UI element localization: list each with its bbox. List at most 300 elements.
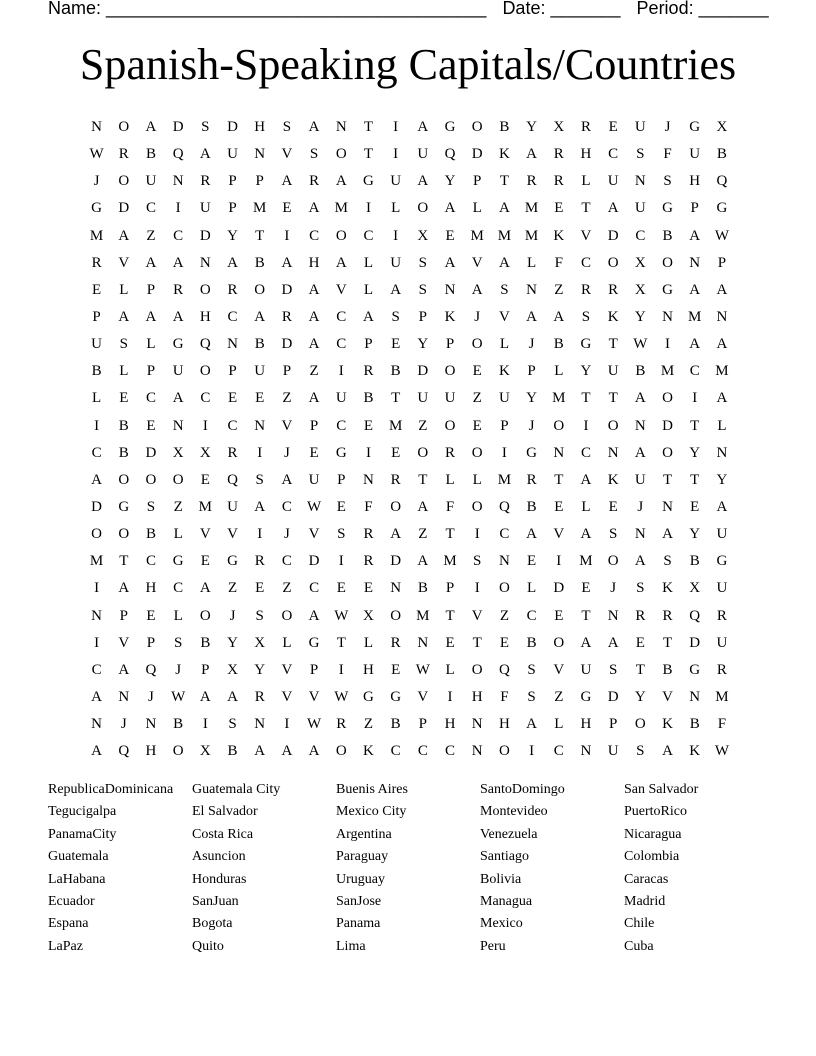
grid-letter: O xyxy=(199,607,211,624)
grid-letter: D xyxy=(281,336,293,353)
grid-letter: E xyxy=(146,607,156,624)
grid-letter: Z xyxy=(363,716,374,733)
grid-letter: N xyxy=(118,689,130,706)
grid-letter: F xyxy=(500,689,509,706)
grid-letter: C xyxy=(390,743,401,760)
word-list-item: Santiago xyxy=(480,849,529,865)
word-list-item: Cuba xyxy=(624,938,654,954)
grid-letter: Y xyxy=(526,119,538,136)
grid-letter: B xyxy=(662,661,673,678)
grid-letter: I xyxy=(692,390,698,407)
grid-letter: Y xyxy=(580,363,592,380)
grid-letter: O xyxy=(498,580,510,597)
grid-letter: D xyxy=(199,227,211,244)
grid-letter: A xyxy=(363,309,374,326)
grid-letter: S xyxy=(636,743,645,760)
word-list-item: Argentina xyxy=(336,826,392,842)
grid-letter: N xyxy=(91,607,103,624)
grid-letter: E xyxy=(391,336,401,353)
grid-letter: Y xyxy=(526,390,538,407)
grid-letter: R xyxy=(200,173,211,190)
grid-letter: I xyxy=(284,716,290,733)
grid-letter: U xyxy=(444,390,456,407)
grid-letter: S xyxy=(473,553,482,570)
grid-letter: B xyxy=(390,363,401,380)
grid-letter: T xyxy=(472,634,482,651)
grid-letter: P xyxy=(527,363,536,380)
grid-letter: A xyxy=(580,526,592,543)
grid-letter: I xyxy=(94,417,100,434)
grid-letter: C xyxy=(309,580,320,597)
grid-letter: E xyxy=(309,444,319,461)
grid-letter: W xyxy=(307,716,322,733)
grid-letter: N xyxy=(254,417,266,434)
grid-letter: I xyxy=(175,200,181,217)
grid-letter: H xyxy=(580,716,592,733)
grid-letter: L xyxy=(554,716,564,733)
grid-letter: M xyxy=(497,227,512,244)
grid-letter: C xyxy=(635,227,646,244)
grid-letter: M xyxy=(89,227,104,244)
grid-letter: O xyxy=(662,390,673,407)
grid-letter: A xyxy=(281,743,293,760)
grid-letter: O xyxy=(662,254,673,271)
grid-letter: W xyxy=(714,743,729,760)
grid-letter: G xyxy=(689,119,701,136)
header-fields xyxy=(48,0,769,19)
grid-letter: H xyxy=(145,743,157,760)
grid-letter: D xyxy=(145,444,157,461)
grid-letter: L xyxy=(363,281,374,298)
grid-letter: B xyxy=(635,363,646,380)
grid-letter: S xyxy=(636,146,645,163)
grid-letter: O xyxy=(199,363,211,380)
grid-letter: U xyxy=(634,200,646,217)
grid-letter: P xyxy=(309,417,319,434)
word-list-item: PanamaCity xyxy=(48,826,117,842)
grid-letter: W xyxy=(415,661,430,678)
grid-letter: V xyxy=(118,634,130,651)
grid-letter: S xyxy=(663,553,672,570)
grid-letter: U xyxy=(634,471,646,488)
grid-letter: E xyxy=(635,634,645,651)
grid-letter: U xyxy=(716,580,728,597)
name-field[interactable]: Name: ______________________________________ xyxy=(48,0,487,18)
grid-letter: L xyxy=(472,471,482,488)
grid-letter: S xyxy=(309,146,319,163)
grid-letter: R xyxy=(363,526,374,543)
grid-letter: N xyxy=(634,173,646,190)
grid-letter: Q xyxy=(172,146,184,163)
grid-letter: M xyxy=(388,417,403,434)
grid-letter: R xyxy=(363,363,374,380)
grid-letter: P xyxy=(418,309,428,326)
grid-letter: A xyxy=(526,526,538,543)
grid-letter: O xyxy=(281,607,293,624)
grid-letter: S xyxy=(173,634,183,651)
grid-letter: Z xyxy=(309,363,319,380)
grid-letter: S xyxy=(282,119,292,136)
grid-letter: A xyxy=(689,336,701,353)
grid-letter: D xyxy=(118,200,130,217)
grid-letter: A xyxy=(145,119,157,136)
grid-letter: E xyxy=(527,553,537,570)
grid-letter: Y xyxy=(634,689,646,706)
grid-letter: B xyxy=(173,716,184,733)
grid-letter: A xyxy=(254,743,266,760)
grid-letter: A xyxy=(526,146,538,163)
grid-letter: U xyxy=(227,146,238,163)
grid-letter: D xyxy=(607,227,619,244)
grid-letter: L xyxy=(717,417,727,434)
grid-letter: J xyxy=(283,526,290,543)
grid-letter: A xyxy=(118,309,130,326)
grid-letter: I xyxy=(94,580,100,597)
grid-letter: P xyxy=(228,173,237,190)
grid-letter: M xyxy=(198,499,213,516)
grid-letter: U xyxy=(498,390,510,407)
grid-letter: U xyxy=(227,499,238,516)
grid-letter: H xyxy=(145,580,157,597)
grid-letter: B xyxy=(363,390,374,407)
grid-letter: L xyxy=(527,254,537,271)
grid-letter: A xyxy=(607,200,619,217)
word-list-item: SanJuan xyxy=(192,893,239,909)
grid-letter: R xyxy=(526,173,537,190)
grid-letter: P xyxy=(201,661,210,678)
grid-letter: S xyxy=(663,173,672,190)
grid-letter: C xyxy=(499,526,510,543)
grid-letter: L xyxy=(499,336,509,353)
grid-letter: A xyxy=(227,689,238,706)
grid-letter: A xyxy=(634,444,646,461)
grid-letter: W xyxy=(714,227,729,244)
grid-letter: N xyxy=(172,173,184,190)
grid-letter: A xyxy=(444,200,456,217)
grid-letter: N xyxy=(634,526,646,543)
grid-letter: U xyxy=(172,363,184,380)
grid-letter: E xyxy=(608,499,618,516)
grid-letter: B xyxy=(689,553,700,570)
grid-letter: E xyxy=(445,634,455,651)
grid-letter: J xyxy=(148,689,154,706)
grid-letter: I xyxy=(257,526,263,543)
grid-letter: Q xyxy=(145,661,157,678)
grid-letter: C xyxy=(417,743,428,760)
grid-letter: I xyxy=(556,553,562,570)
grid-letter: C xyxy=(227,309,238,326)
grid-letter: B xyxy=(145,526,156,543)
grid-letter: L xyxy=(173,607,183,624)
grid-letter: U xyxy=(254,363,266,380)
grid-letter: X xyxy=(199,444,211,461)
grid-letter: Y xyxy=(444,173,456,190)
grid-letter: H xyxy=(471,689,483,706)
grid-letter: M xyxy=(443,553,457,570)
grid-letter: Z xyxy=(418,417,428,434)
grid-letter: U xyxy=(91,336,103,353)
grid-letter: N xyxy=(145,716,157,733)
grid-letter: H xyxy=(363,661,374,678)
grid-letter: X xyxy=(254,634,266,651)
word-list-item: Espana xyxy=(48,916,89,932)
grid-letter: G xyxy=(580,336,592,353)
grid-letter: I xyxy=(202,716,208,733)
grid-letter: B xyxy=(254,254,265,271)
grid-letter: E xyxy=(554,607,564,624)
grid-letter: J xyxy=(664,119,671,136)
grid-letter: Z xyxy=(282,390,292,407)
grid-letter: P xyxy=(282,363,292,380)
grid-letter: H xyxy=(254,119,266,136)
grid-letter: C xyxy=(145,553,156,570)
grid-letter: C xyxy=(363,227,374,244)
grid-letter: T xyxy=(499,173,509,190)
grid-letter: R xyxy=(363,553,374,570)
word-list-item: El Salvador xyxy=(192,804,258,820)
grid-letter: F xyxy=(445,499,455,516)
grid-letter: C xyxy=(336,309,347,326)
grid-letter: E xyxy=(146,417,156,434)
grid-letter: P xyxy=(500,417,509,434)
grid-letter: W xyxy=(307,499,322,516)
grid-letter: G xyxy=(335,444,347,461)
grid-letter: M xyxy=(470,227,484,244)
grid-letter: C xyxy=(336,417,347,434)
grid-letter: E xyxy=(581,580,591,597)
grid-letter: J xyxy=(474,309,481,326)
grid-letter: U xyxy=(716,634,728,651)
grid-letter: K xyxy=(607,309,619,326)
grid-letter: O xyxy=(417,444,429,461)
grid-letter: O xyxy=(607,254,619,271)
grid-letter: A xyxy=(254,499,266,516)
grid-letter: O xyxy=(390,607,402,624)
grid-letter: M xyxy=(253,200,267,217)
grid-letter: T xyxy=(608,390,618,407)
grid-letter: N xyxy=(417,634,429,651)
grid-letter: A xyxy=(308,743,320,760)
grid-letter: T xyxy=(119,553,129,570)
grid-letter: N xyxy=(227,336,238,353)
grid-letter: L xyxy=(119,363,129,380)
grid-letter: G xyxy=(172,553,184,570)
grid-letter: G xyxy=(91,200,103,217)
word-list-item: Mexico xyxy=(480,916,523,932)
grid-letter: J xyxy=(637,499,644,516)
grid-letter: Z xyxy=(173,499,183,516)
grid-letter: I xyxy=(393,227,399,244)
grid-letter: P xyxy=(445,336,455,353)
grid-letter: H xyxy=(580,146,592,163)
grid-letter: B xyxy=(499,119,510,136)
grid-letter: T xyxy=(445,526,455,543)
grid-letter: A xyxy=(498,200,510,217)
grid-letter: Q xyxy=(689,607,701,624)
date-field[interactable]: Date: _______ xyxy=(502,0,621,18)
grid-letter: R xyxy=(227,281,238,298)
grid-letter: G xyxy=(662,200,673,217)
grid-letter: M xyxy=(579,553,593,570)
grid-letter: X xyxy=(716,119,728,136)
grid-letter: T xyxy=(635,661,645,678)
grid-letter: S xyxy=(608,526,618,543)
grid-letter: G xyxy=(580,689,592,706)
grid-letter: C xyxy=(580,254,591,271)
grid-letter: T xyxy=(391,390,401,407)
word-list-item: LaPaz xyxy=(48,938,83,954)
grid-letter: G xyxy=(662,281,673,298)
grid-letter: C xyxy=(608,146,619,163)
grid-letter: E xyxy=(200,553,210,570)
grid-letter: N xyxy=(607,444,619,461)
grid-letter: A xyxy=(444,254,456,271)
grid-letter: Q xyxy=(199,336,211,353)
grid-letter: Y xyxy=(689,526,701,543)
grid-letter: A xyxy=(580,471,592,488)
grid-letter: E xyxy=(391,444,401,461)
grid-letter: C xyxy=(309,227,320,244)
grid-letter: Y xyxy=(254,661,266,678)
word-list-item: Ecuador xyxy=(48,893,95,909)
grid-letter: M xyxy=(660,363,675,380)
grid-letter: D xyxy=(662,417,673,434)
grid-letter: O xyxy=(118,119,130,136)
grid-letter: M xyxy=(552,390,566,407)
word-list-item: Uruguay xyxy=(336,871,385,887)
grid-letter: L xyxy=(581,173,591,190)
grid-letter: P xyxy=(337,471,346,488)
grid-letter: G xyxy=(308,634,320,651)
grid-letter: E xyxy=(472,363,482,380)
grid-letter: H xyxy=(444,716,456,733)
grid-letter: N xyxy=(689,254,701,271)
grid-letter: N xyxy=(716,309,728,326)
word-list-item: PuertoRico xyxy=(624,804,687,820)
grid-letter: B xyxy=(200,634,211,651)
grid-letter: A xyxy=(145,309,157,326)
grid-letter: B xyxy=(662,227,673,244)
grid-letter: M xyxy=(715,689,729,706)
grid-letter: W xyxy=(171,689,186,706)
letter-grid xyxy=(83,114,736,765)
grid-letter: V xyxy=(118,254,130,271)
grid-letter: R xyxy=(526,471,537,488)
grid-letter: R xyxy=(716,661,727,678)
grid-letter: R xyxy=(608,281,619,298)
grid-letter: G xyxy=(227,553,238,570)
grid-letter: I xyxy=(365,200,371,217)
word-list-item: SanJose xyxy=(336,893,382,909)
grid-letter: A xyxy=(281,173,293,190)
grid-letter: B xyxy=(390,716,401,733)
grid-letter: A xyxy=(308,119,320,136)
grid-letter: A xyxy=(308,336,320,353)
grid-letter: Y xyxy=(689,444,701,461)
grid-letter: P xyxy=(119,607,128,624)
grid-letter: A xyxy=(390,526,402,543)
grid-letter: S xyxy=(119,336,128,353)
grid-letter: E xyxy=(363,417,374,434)
grid-letter: A xyxy=(91,471,103,488)
grid-letter: Z xyxy=(146,227,156,244)
grid-letter: M xyxy=(89,553,104,570)
grid-letter: R xyxy=(580,119,591,136)
grid-letter: U xyxy=(335,390,347,407)
grid-letter: R xyxy=(553,146,564,163)
grid-letter: A xyxy=(172,254,184,271)
grid-letter: A xyxy=(91,689,103,706)
grid-letter: E xyxy=(255,580,265,597)
word-list-item: Montevideo xyxy=(480,804,548,820)
grid-letter: N xyxy=(390,580,402,597)
grid-letter: V xyxy=(281,661,293,678)
grid-letter: E xyxy=(391,661,401,678)
grid-letter: U xyxy=(607,743,619,760)
grid-letter: A xyxy=(308,281,320,298)
grid-letter: C xyxy=(689,363,700,380)
grid-letter: F xyxy=(663,146,672,163)
grid-letter: N xyxy=(444,281,456,298)
grid-letter: G xyxy=(363,689,374,706)
grid-letter: L xyxy=(472,200,482,217)
grid-letter: Y xyxy=(417,336,429,353)
grid-letter: U xyxy=(417,146,429,163)
grid-letter: O xyxy=(662,444,673,461)
period-field[interactable]: Period: _______ xyxy=(636,0,769,18)
grid-letter: A xyxy=(662,743,673,760)
grid-letter: N xyxy=(471,716,483,733)
grid-letter: B xyxy=(118,444,129,461)
grid-letter: O xyxy=(444,417,456,434)
grid-letter: A xyxy=(662,526,673,543)
grid-letter: D xyxy=(172,119,184,136)
grid-letter: O xyxy=(553,417,565,434)
grid-letter: S xyxy=(500,281,509,298)
grid-letter: N xyxy=(471,743,483,760)
grid-letter: A xyxy=(227,254,238,271)
grid-letter: R xyxy=(445,444,456,461)
grid-letter: O xyxy=(471,499,483,516)
grid-letter: V xyxy=(471,607,483,624)
grid-letter: E xyxy=(282,200,292,217)
grid-letter: O xyxy=(390,499,402,516)
grid-letter: A xyxy=(417,499,429,516)
word-list-item: Bogota xyxy=(192,916,233,932)
grid-letter: A xyxy=(172,390,184,407)
grid-letter: M xyxy=(334,200,348,217)
grid-letter: B xyxy=(145,146,156,163)
grid-letter: O xyxy=(335,743,347,760)
grid-letter: T xyxy=(608,336,618,353)
grid-letter: H xyxy=(498,716,510,733)
grid-letter: A xyxy=(716,336,728,353)
grid-letter: C xyxy=(445,743,456,760)
grid-letter: A xyxy=(689,281,701,298)
grid-letter: I xyxy=(365,444,371,461)
grid-letter: E xyxy=(554,200,564,217)
grid-letter: D xyxy=(390,553,402,570)
grid-letter: C xyxy=(91,661,102,678)
word-list-item: Peru xyxy=(480,938,506,954)
grid-letter: C xyxy=(526,607,537,624)
grid-letter: N xyxy=(498,553,510,570)
grid-letter: S xyxy=(527,689,536,706)
grid-letter: U xyxy=(390,173,402,190)
grid-letter: N xyxy=(526,281,538,298)
grid-letter: A xyxy=(607,634,619,651)
grid-letter: R xyxy=(309,173,320,190)
